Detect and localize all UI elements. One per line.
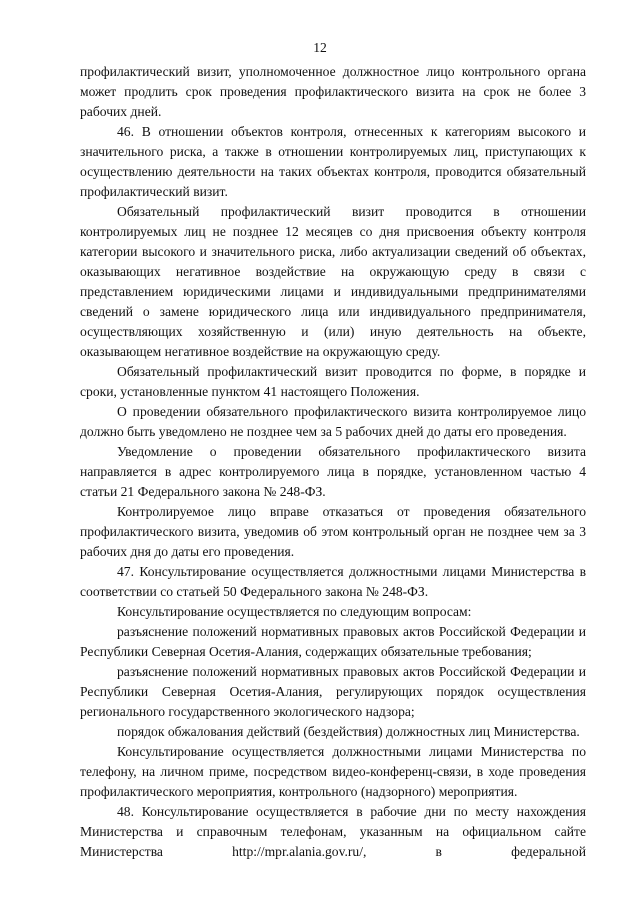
paragraph: порядок обжалования действий (бездействия) должностных лиц Министерства. [117, 724, 580, 739]
paragraph: Уведомление о проведении обязательного профилактического визита направляется в адрес контролируемого лица в порядке, установленном частью 4 статьи 21 Федерального закона № 248-ФЗ. [80, 444, 586, 499]
paragraph: Контролируемое лицо вправе отказаться от проведения обязательного профилактического визита, уведомив об этом контрольный орган не позднее чем за 3 рабочих дня до даты его проведения. [80, 504, 586, 559]
document-body [80, 62, 586, 862]
paragraph: профилактический визит, уполномоченное должностное лицо контрольного органа может продлить срок проведения профилактического визита на срок не более 3 рабочих дней. [80, 64, 586, 119]
page-number: 12 [313, 40, 327, 55]
paragraph: Обязательный профилактический визит проводится по форме, в порядке и сроки, установленные пунктом 41 настоящего Положения. [80, 364, 586, 399]
paragraph: 47. Консультирование осуществляется должностными лицами Министерства в соответствии со статьей 50 Федерального закона № 248-ФЗ. [80, 564, 586, 599]
paragraph: О проведении обязательного профилактического визита контролируемое лицо должно быть уведомлено не позднее чем за 5 рабочих дней до даты его проведения. [80, 404, 586, 439]
paragraph: Консультирование осуществляется должностными лицами Министерства по телефону, на личном приме, посредством видео-конференц-связи, в ходе проведения профилактического мероприятия, контрольного (надзорного) мероприятия. [80, 744, 586, 799]
paragraph: разъяснение положений нормативных правовых актов Российской Федерации и Республики Северная Осетия-Алания, содержащих обязательные требования; [80, 624, 586, 659]
paragraph: Консультирование осуществляется по следующим вопросам: [117, 604, 472, 619]
paragraph: разъяснение положений нормативных правовых актов Российской Федерации и Республики Северная Осетия-Алания, регулирующих порядок осуществления регионального государственного экологического надзора; [80, 664, 586, 719]
paragraph: Обязательный профилактический визит проводится в отношении контролируемых лиц не позднее 12 месяцев со дня присвоения объекту контроля категории высокого и значительного риска, либо актуализации сведений об объектах, оказывающих негативное воздействие на окружающую среду в связи с представлением юридическими лицами и индивидуальными предпринимателями сведений о замене юридического лица или индивидуального предпринимателя, осуществляющих хозяйственную и (или) иную деятельность на объекте, оказывающем негативное воздействие на окружающую среду. [80, 204, 586, 359]
paragraph: 46. В отношении объектов контроля, отнесенных к категориям высокого и значительного риска, а также в отношении контролируемых лиц, приступающих к осуществлению деятельности на таких объектах контроля, проводится обязательный профилактический визит. [80, 124, 586, 199]
paragraph: 48. Консультирование осуществляется в рабочие дни по месту нахождения Министерства и справочным телефонам, указанным на официальном сайте Министерства http://mpr.alania.gov.ru/, в федеральной [80, 804, 586, 859]
